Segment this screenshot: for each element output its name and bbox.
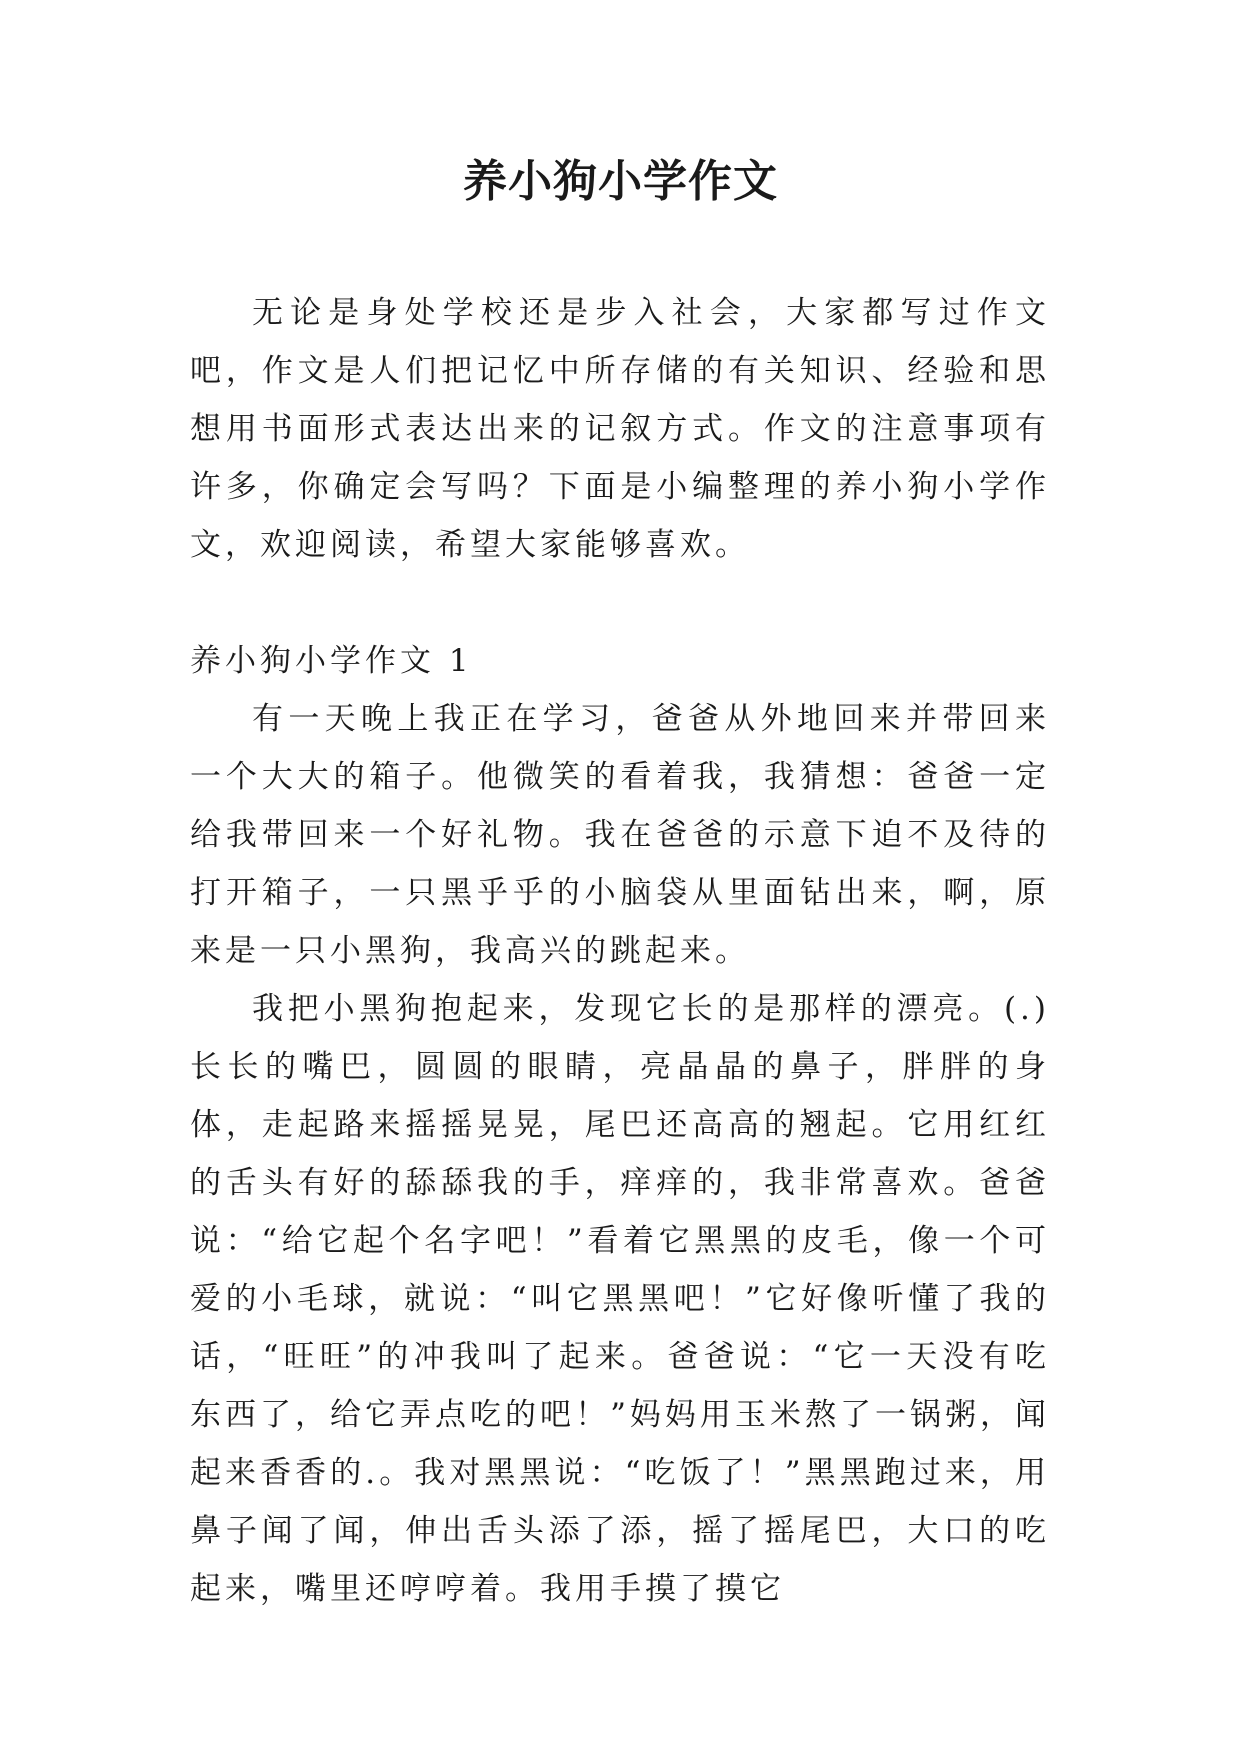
intro-paragraph: 无论是身处学校还是步入社会，大家都写过作文吧，作文是人们把记忆中所存储的有关知识、经验和思想用书面形式表达出来的记叙方式。作文的注意事项有许多，你确定会写吗？下面是小编整理的养小狗小学作文，欢迎阅读，希望大家能够喜欢。	[190, 295, 1050, 563]
document-body	[190, 284, 1050, 1618]
body-paragraph-1: 有一天晚上我正在学习，爸爸从外地回来并带回来一个大大的箱子。他微笑的看着我，我猜想：爸爸一定给我带回来一个好礼物。我在爸爸的示意下迫不及待的打开箱子，一只黑乎乎的小脑袋从里面钻出来，啊，原来是一只小黑狗，我高兴的跳起来。	[190, 701, 1050, 969]
section-heading: 养小狗小学作文 1	[190, 643, 473, 679]
document-title: 养小狗小学作文	[463, 156, 778, 207]
body-paragraph-2: 我把小黑狗抱起来，发现它长的是那样的漂亮。(.)长长的嘴巴，圆圆的眼睛，亮晶晶的鼻子，胖胖的身体，走起路来摇摇晃晃，尾巴还高高的翘起。它用红红的舌头有好的舔舔我的手，痒痒的，我非常喜欢。爸爸说：“给它起个名字吧！”看着它黑黑的皮毛，像一个可爱的小毛球，就说：“叫它黑黑吧！”它好像听懂了我的话，“旺旺”的冲我叫了起来。爸爸说：“它一天没有吃东西了，给它弄点吃的吧！”妈妈用玉米熬了一锅粥，闻起来香香的.。我对黑黑说：“吃饭了！”黑黑跑过来，用鼻子闻了闻，伸出舌头添了添，摇了摇尾巴，大口的吃起来，嘴里还哼哼着。我用手摸了摸它	[190, 991, 1050, 1607]
